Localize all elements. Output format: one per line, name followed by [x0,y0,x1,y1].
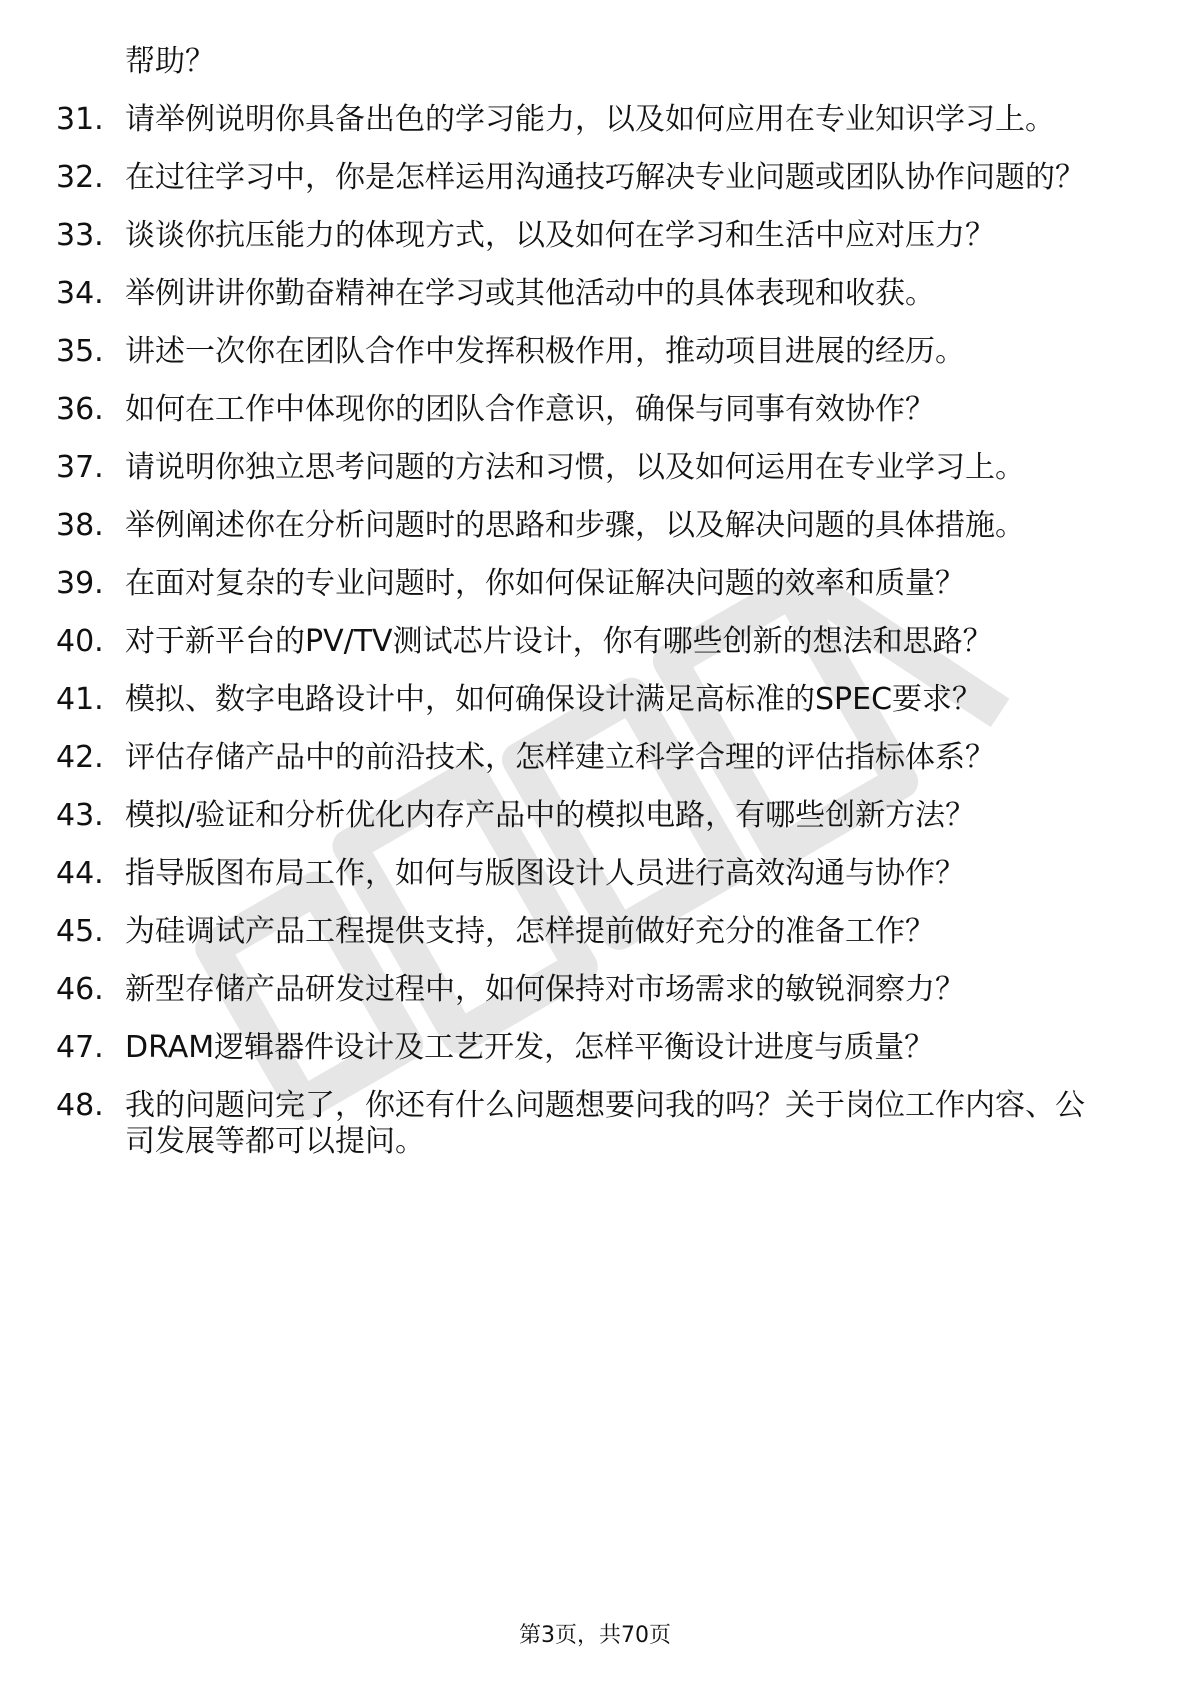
question-item [0,218,1190,254]
question-number: 35. [56,334,104,369]
question-number: 47. [56,1030,104,1065]
question-text: 我的问题问完了，你还有什么问题想要问我的吗？关于岗位工作内容、公司发展等都可以提问。 [125,1088,1085,1159]
question-item [0,334,1190,370]
question-text: 请说明你独立思考问题的方法和习惯，以及如何运用在专业学习上。 [125,450,1025,485]
question-list [0,102,1190,1160]
question-item [0,1088,1190,1160]
question-text: 模拟、数字电路设计中，如何确保设计满足高标准的SPEC要求？ [125,682,983,717]
question-number: 39. [56,566,104,601]
question-text: 新型存储产品研发过程中，如何保持对市场需求的敏锐洞察力？ [125,972,965,1007]
question-text: 在过往学习中，你是怎样运用沟通技巧解决专业问题或团队协作问题的？ [125,160,1085,195]
question-text: 讲述一次你在团队合作中发挥积极作用，推动项目进展的经历。 [125,334,965,369]
question-item [0,624,1190,660]
question-number: 41. [56,682,104,717]
question-item [0,102,1190,138]
question-item [0,450,1190,486]
question-number: 43. [56,798,104,833]
question-text: 在面对复杂的专业问题时，你如何保证解决问题的效率和质量？ [125,566,965,601]
question-number: 46. [56,972,104,1007]
question-text: 谈谈你抗压能力的体现方式，以及如何在学习和生活中应对压力？ [125,218,995,253]
question-text: 如何在工作中体现你的团队合作意识，确保与同事有效协作？ [125,392,935,427]
question-text: 评估存储产品中的前沿技术，怎样建立科学合理的评估指标体系？ [125,740,995,775]
question-number: 48. [56,1088,104,1123]
question-number: 36. [56,392,104,427]
question-number: 34. [56,276,104,311]
question-text: 指导版图布局工作，如何与版图设计人员进行高效沟通与协作？ [125,856,965,891]
question-number: 31. [56,102,104,137]
question-item [0,160,1190,196]
question-item [0,856,1190,892]
question-number: 32. [56,160,104,195]
question-number: 40. [56,624,104,659]
question-text: 举例讲讲你勤奋精神在学习或其他活动中的具体表现和收获。 [125,276,935,311]
question-text: DRAM逻辑器件设计及工艺开发，怎样平衡设计进度与质量？ [125,1030,935,1065]
question-item [0,392,1190,428]
question-item [0,682,1190,718]
main-content [0,44,1190,1182]
question-text: 模拟/验证和分析优化内存产品中的模拟电路，有哪些创新方法？ [125,798,976,833]
question-item [0,1030,1190,1066]
question-item [0,276,1190,312]
continuation-text: 帮助？ [125,44,215,79]
question-item [0,914,1190,950]
question-item [0,798,1190,834]
question-item [0,508,1190,544]
question-item [0,566,1190,602]
question-text: 举例阐述你在分析问题时的思路和步骤，以及解决问题的具体措施。 [125,508,1025,543]
question-text: 为硅调试产品工程提供支持，怎样提前做好充分的准备工作？ [125,914,935,949]
question-number: 42. [56,740,104,775]
question-number: 38. [56,508,104,543]
question-text: 对于新平台的PV/TV测试芯片设计，你有哪些创新的想法和思路？ [125,624,993,659]
question-number: 44. [56,856,104,891]
question-item [0,972,1190,1008]
question-text: 请举例说明你具备出色的学习能力，以及如何应用在专业知识学习上。 [125,102,1055,137]
question-item [0,740,1190,776]
page-footer: 第3页，共70页 [519,1623,671,1648]
question-number: 37. [56,450,104,485]
question-number: 45. [56,914,104,949]
question-number: 33. [56,218,104,253]
